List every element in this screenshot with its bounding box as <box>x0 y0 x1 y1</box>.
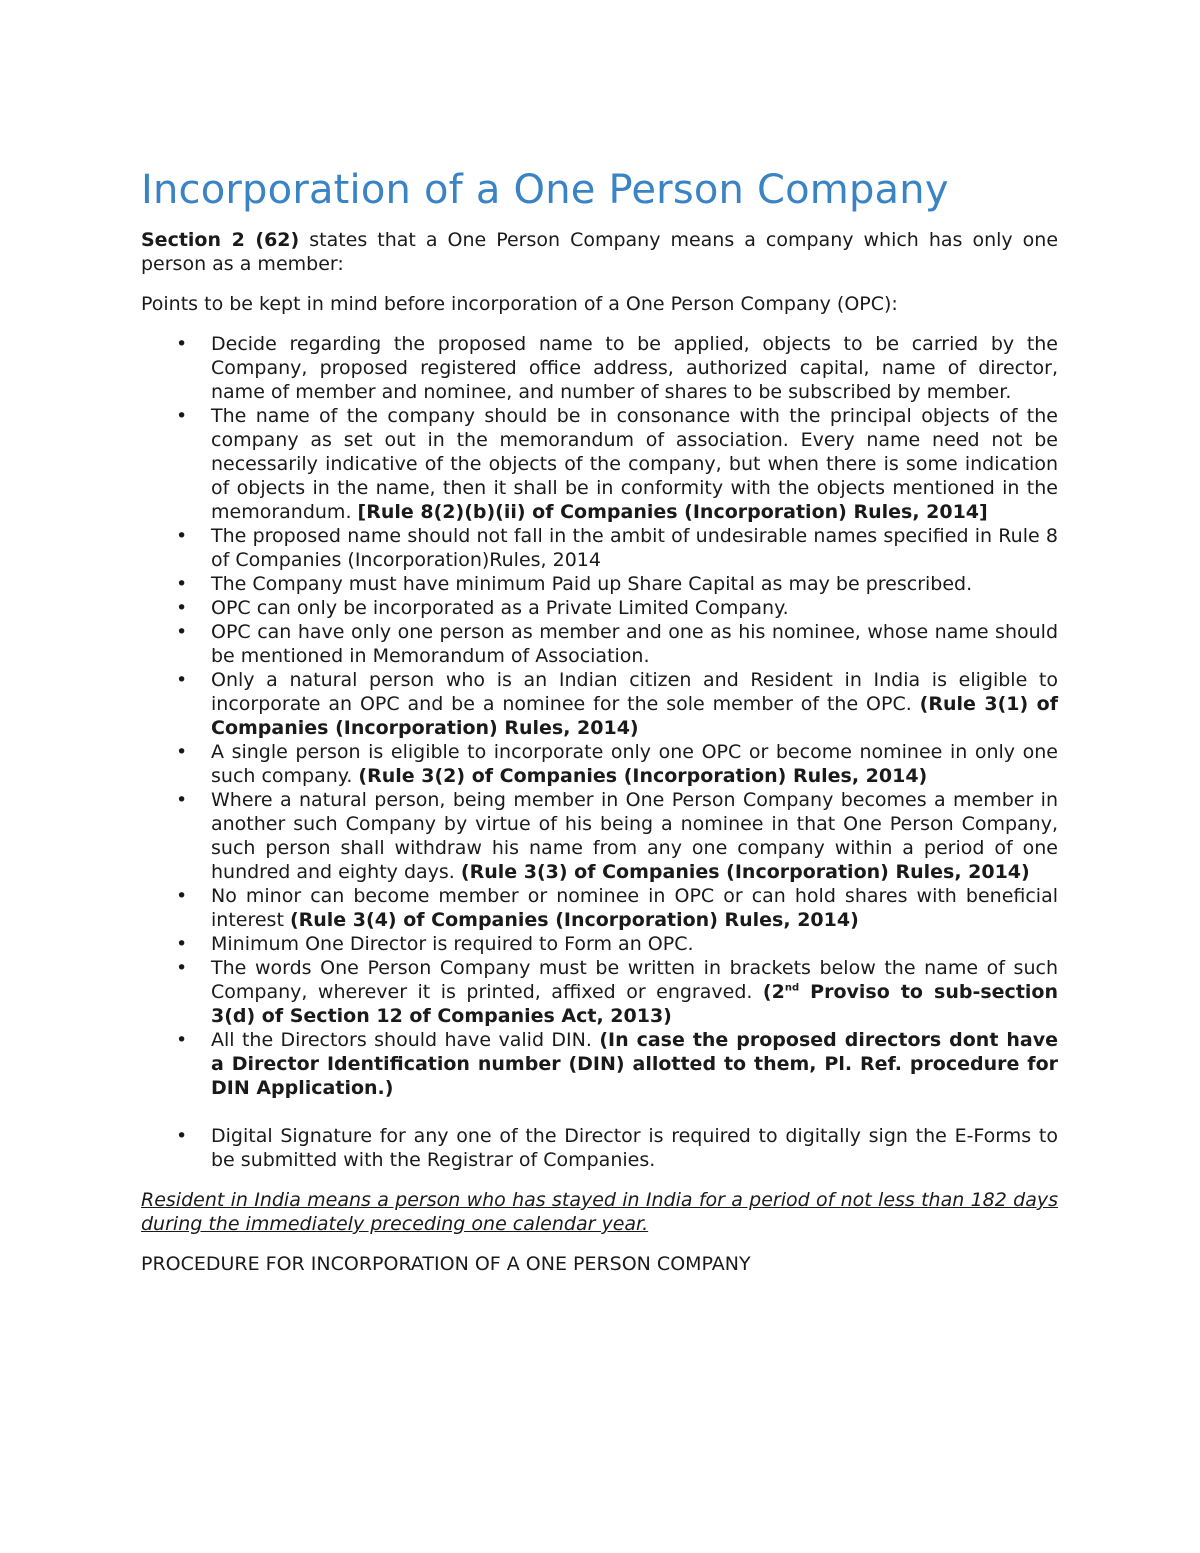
list-item-text: Digital Signature for any one of the Director is required to digitally sign the E-Forms to be submitted with the Registrar of Companies. <box>211 1125 1058 1171</box>
bullet-icon: • <box>176 957 188 979</box>
list-item <box>141 884 1058 932</box>
points-intro: Points to be kept in mind before incorporation of a One Person Company (OPC): <box>141 293 898 315</box>
bullet-icon: • <box>176 933 188 955</box>
bullet-icon: • <box>176 885 188 907</box>
list-item <box>141 332 1058 404</box>
list-item <box>141 788 1058 884</box>
list-item <box>141 932 1058 956</box>
bullet-icon: • <box>176 669 188 691</box>
list-item <box>141 956 1058 1028</box>
list-item-reference: [Rule 8(2)(b)(ii) of Companies (Incorporation) Rules, 2014] <box>357 501 988 523</box>
list-item-text: The words One Person Company must be written in brackets below the name of such Company, wherever it is printed, affixed or engraved. <box>211 957 1058 1003</box>
list-item <box>141 620 1058 668</box>
list-item-text: Minimum One Director is required to Form an OPC. <box>211 933 694 955</box>
list-item-text: All the Directors should have valid DIN. <box>211 1029 600 1051</box>
list-item-text: A single person is eligible to incorporate only one OPC or become nominee in only one such company. <box>211 741 1058 787</box>
list-item-reference: (Rule 3(4) of Companies (Incorporation) Rules, 2014) <box>289 909 859 931</box>
list-item-text: The Company must have minimum Paid up Share Capital as may be prescribed. <box>211 573 973 595</box>
bullet-icon: • <box>176 405 188 427</box>
list-item-reference-prefix: (2 <box>762 981 785 1003</box>
list-item-text: OPC can have only one person as member and one as his nominee, whose name should be mentioned in Memorandum of Association. <box>211 621 1058 667</box>
list-item <box>141 740 1058 788</box>
ordinal-suffix: nd <box>784 982 800 994</box>
list-item-reference: (Rule 3(2) of Companies (Incorporation) Rules, 2014) <box>358 765 928 787</box>
bullet-icon: • <box>176 573 188 595</box>
list-item-reference: (Rule 3(1) of Companies (Incorporation) Rules, 2014) <box>211 693 1058 739</box>
bullet-icon: • <box>176 741 188 763</box>
list-item-reference: (Rule 3(3) of Companies (Incorporation) Rules, 2014) <box>460 861 1030 883</box>
list-item-text: OPC can only be incorporated as a Private Limited Company. <box>211 597 789 619</box>
list-item-text: Where a natural person, being member in One Person Company becomes a member in another such Company by virtue of his being a nominee in that One Person Company, such person shall withdraw his name from any one company within a period of one hundred and eighty days. <box>211 789 1058 883</box>
list-item-text: No minor can become member or nominee in OPC or can hold shares with beneficial interest <box>211 885 1058 931</box>
list-item <box>141 404 1058 524</box>
document-page <box>141 168 1058 1276</box>
list-item-reference: Proviso to sub-section 3(d) of Section 12 of Companies Act, 2013) <box>211 981 1058 1027</box>
list-item <box>141 572 1058 596</box>
bullet-icon: • <box>176 1125 188 1147</box>
bullet-icon: • <box>176 333 188 355</box>
points-list <box>141 332 1058 1172</box>
list-item-text: The proposed name should not fall in the ambit of undesirable names specified in Rule 8 of Companies (Incorporation)Rules, 2014 <box>211 525 1058 571</box>
bullet-icon: • <box>176 525 188 547</box>
list-item <box>141 668 1058 740</box>
bullet-icon: • <box>176 1029 188 1051</box>
section-intro-text: states that a One Person Company means a company which has only one person as a member: <box>141 229 1059 275</box>
list-item-text: Only a natural person who is an Indian citizen and Resident in India is eligible to incorporate an OPC and be a nominee for the sole member of the OPC. <box>211 669 1058 715</box>
section-intro <box>141 228 1058 276</box>
page-title: Incorporation of a One Person Company <box>141 167 949 213</box>
list-item-text: Decide regarding the proposed name to be applied, objects to be carried by the Company, proposed registered office address, authorized capital, name of director, name of member and nominee, and number of shares to be subscribed by member. <box>211 333 1058 403</box>
resident-definition: Resident in India means a person who has stayed in India for a period of not less than 182 days during the immediately preceding one calendar year. <box>141 1189 1058 1235</box>
procedure-heading: PROCEDURE FOR INCORPORATION OF A ONE PERSON COMPANY <box>141 1253 751 1275</box>
bullet-icon: • <box>176 789 188 811</box>
list-item <box>141 524 1058 572</box>
section-ref: Section 2 (62) <box>141 229 300 251</box>
list-item <box>141 596 1058 620</box>
bullet-icon: • <box>176 621 188 643</box>
list-item <box>141 1124 1058 1172</box>
bullet-icon: • <box>176 597 188 619</box>
list-item-text: The name of the company should be in consonance with the principal objects of the company as set out in the memorandum of association. Every name need not be necessarily indicative of the objects of the company, but when there is some indication of objects in the name, then it shall be in conformity with the objects mentioned in the memorandum. <box>211 405 1058 523</box>
list-item <box>141 1028 1058 1100</box>
list-item-reference: (In case the proposed directors dont have a Director Identification number (DIN) allotted to them, Pl. Ref. procedure for DIN Application.) <box>211 1029 1059 1099</box>
